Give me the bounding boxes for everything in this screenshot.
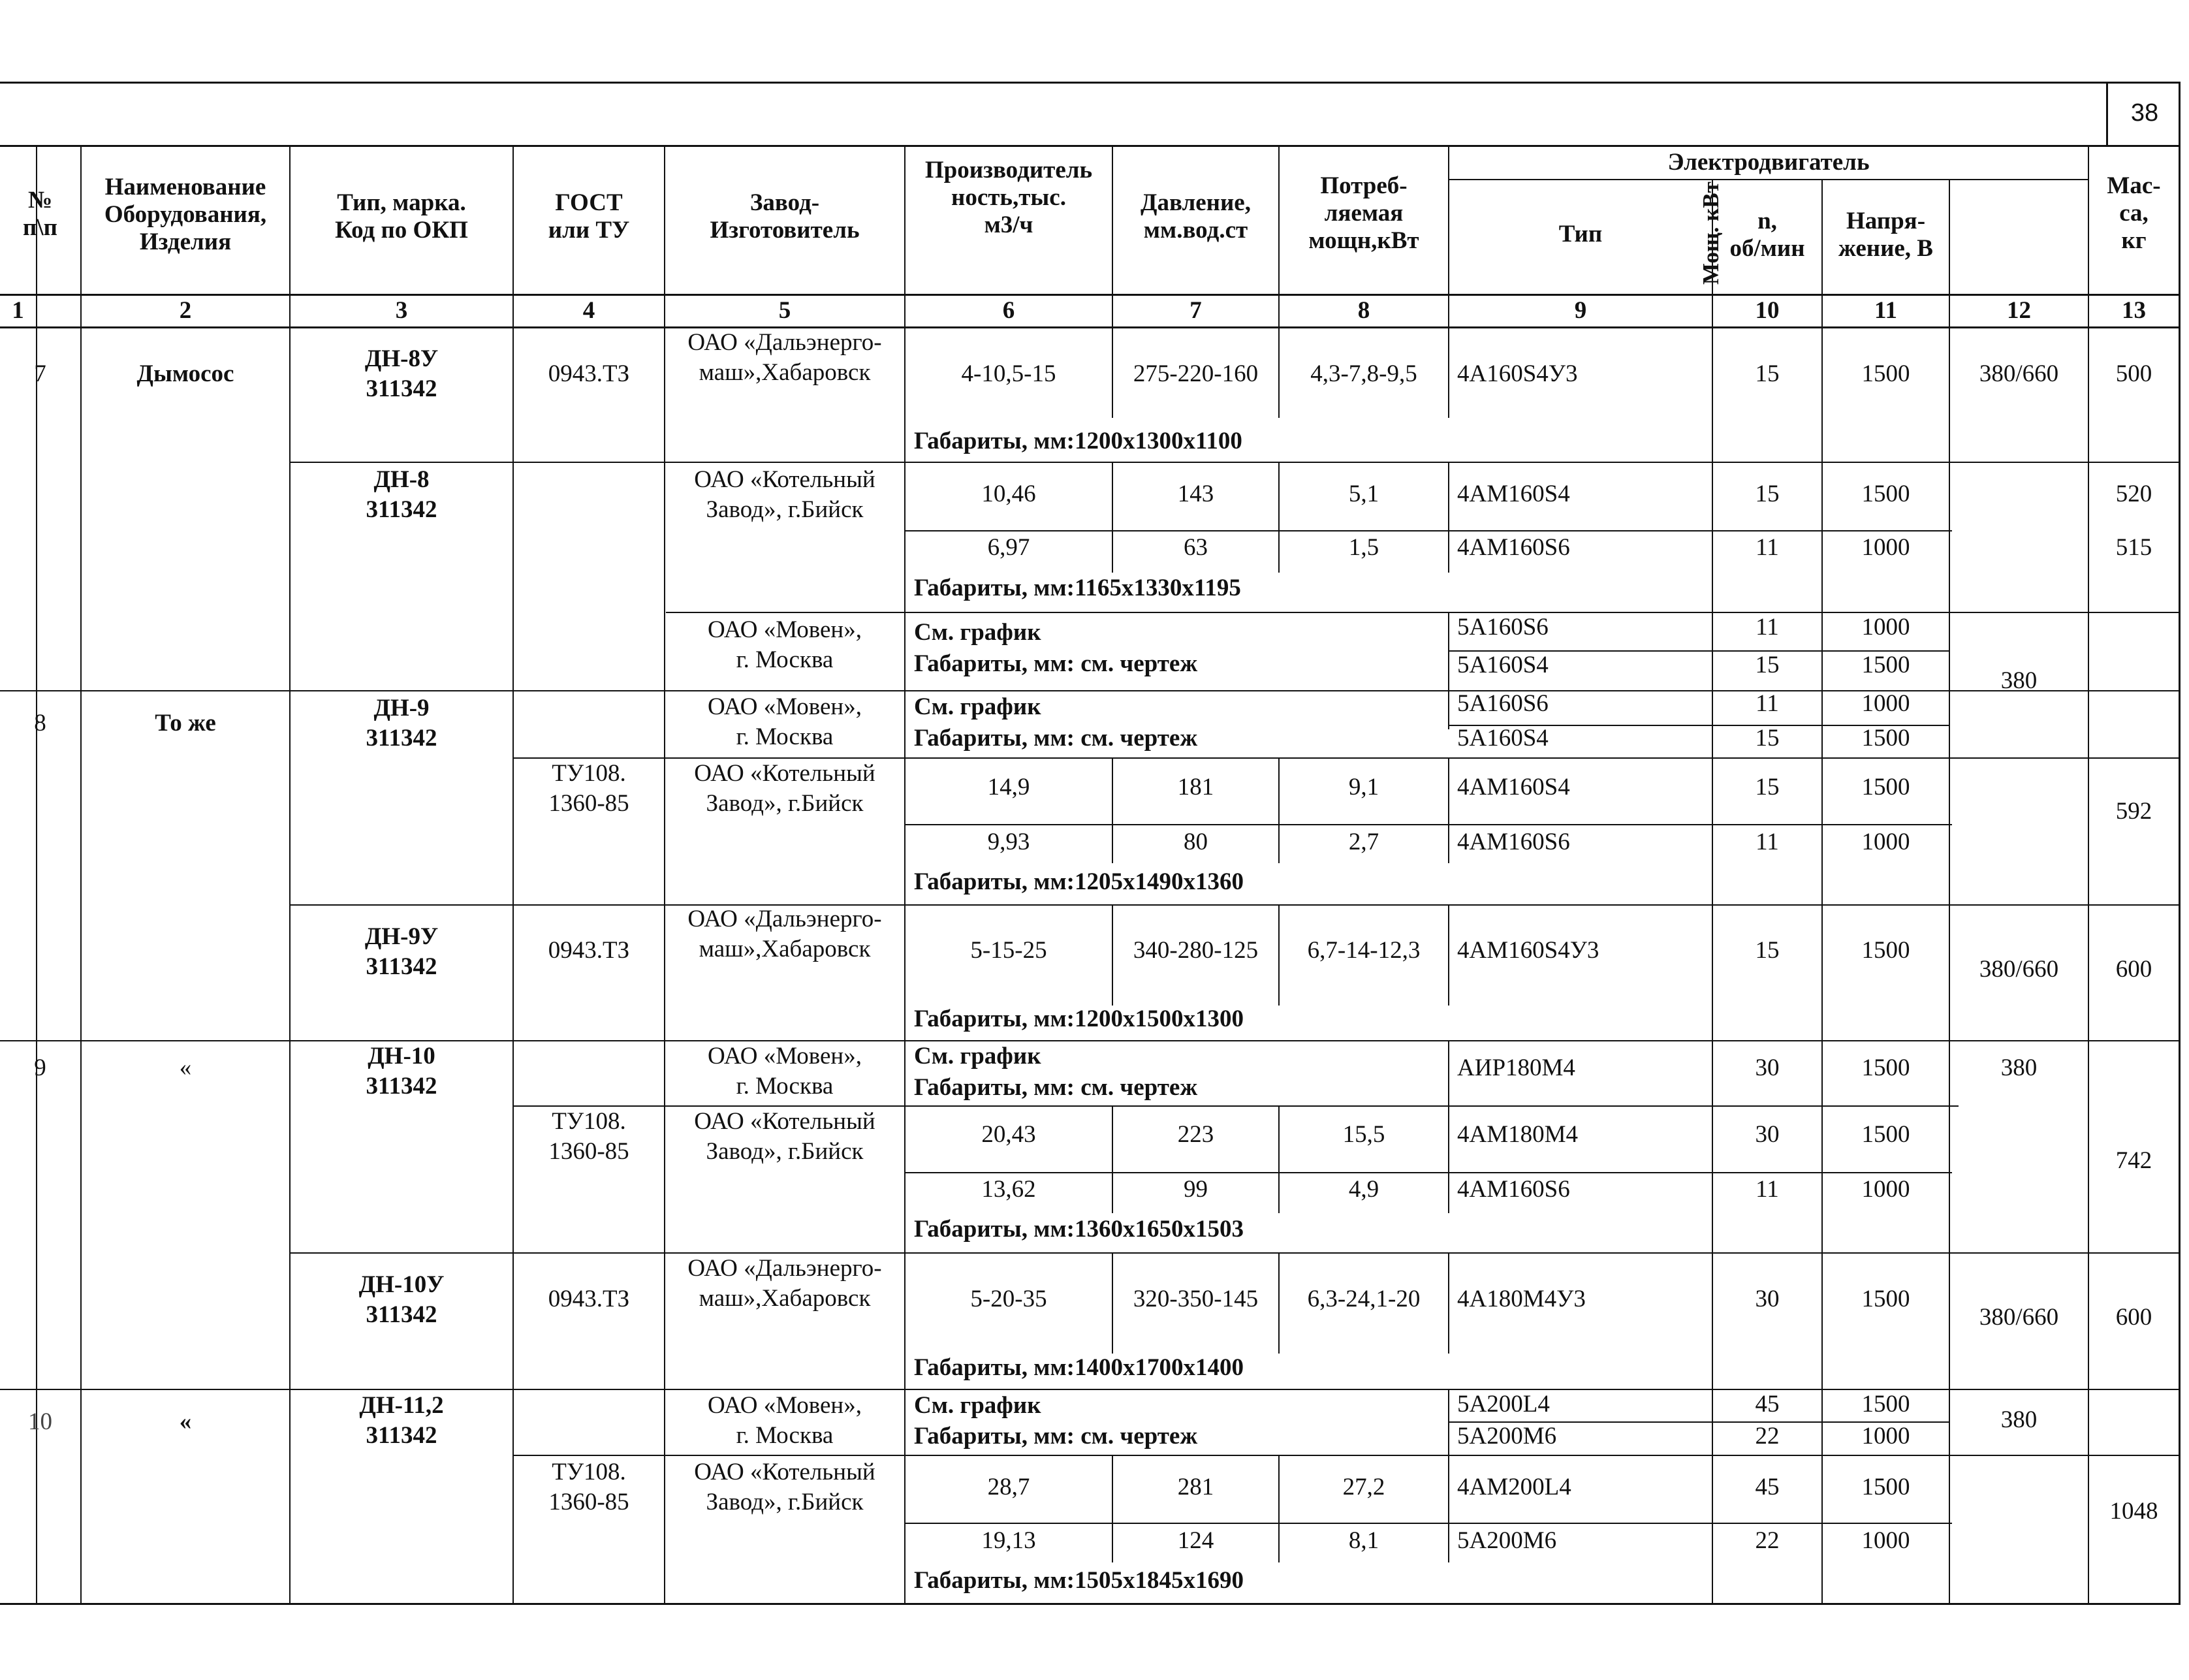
mass: 600 xyxy=(2115,956,2152,983)
header-c12-l2: жение, В xyxy=(1838,235,1933,262)
colnum: 4 xyxy=(582,297,595,324)
motor-power: 15 xyxy=(1755,725,1780,752)
manufacturer-line: ОАО «Мовен», xyxy=(708,693,862,720)
colnum: 10 xyxy=(1755,297,1780,324)
colnum: 1 xyxy=(12,297,24,324)
motor-power: 11 xyxy=(1756,829,1779,855)
gost xyxy=(514,1457,664,1517)
pressure: 223 xyxy=(1177,1121,1214,1148)
motor-type: 4АМ180М4 xyxy=(1457,1121,1579,1148)
motor-power: 22 xyxy=(1755,1527,1780,1554)
voltage: 380/660 xyxy=(1979,360,2059,387)
equipment-name: Дымосос xyxy=(136,360,234,387)
motor-rpm: 1000 xyxy=(1861,690,1910,717)
equipment-name: « xyxy=(179,1408,192,1435)
header-c1 xyxy=(0,187,80,242)
motor-power: 30 xyxy=(1755,1054,1780,1081)
power-consumed: 4,9 xyxy=(1348,1176,1379,1203)
pressure: 80 xyxy=(1184,829,1208,855)
manufacturer xyxy=(665,1391,904,1451)
power-consumed: 2,7 xyxy=(1348,829,1379,855)
header-c7-l2: мм.вод.ст xyxy=(1143,217,1248,244)
motor-type: 5А200М6 xyxy=(1457,1423,1557,1450)
manufacturer-line: г. Москва xyxy=(736,646,834,673)
type-line: ДН-8У xyxy=(364,345,439,372)
manufacturer-line: ОАО «Дальэнерго- xyxy=(687,906,882,932)
mass: 520 xyxy=(2115,481,2152,507)
motor-power: 15 xyxy=(1755,774,1780,800)
header-c8-l2: ляемая xyxy=(1324,200,1404,227)
motor-power: 15 xyxy=(1755,937,1780,964)
page-number: 38 xyxy=(2130,99,2159,127)
motor-type: 4АМ160S6 xyxy=(1457,829,1570,855)
motor-power: 22 xyxy=(1755,1423,1780,1450)
motor-rpm: 1500 xyxy=(1861,937,1910,964)
dimensions: Габариты, мм: см. чертеж xyxy=(914,1423,1198,1450)
motor-power: 45 xyxy=(1755,1391,1780,1418)
capacity: 10,46 xyxy=(981,481,1036,507)
gost: 0943.ТЗ xyxy=(548,360,630,387)
power-consumed: 27,2 xyxy=(1342,1474,1385,1500)
header-c3-l2: Код по ОКП xyxy=(335,217,468,244)
motor-power: 15 xyxy=(1755,481,1780,507)
type-line: ДН-8 xyxy=(373,466,430,493)
type-line: 311342 xyxy=(366,725,437,752)
manufacturer xyxy=(665,759,904,819)
dimensions: Габариты, мм:1200х1500х1300 xyxy=(914,1006,1244,1032)
manufacturer-line: ОАО «Котельный xyxy=(694,760,875,787)
header-c9: Тип xyxy=(1558,221,1603,247)
power-consumed: 15,5 xyxy=(1342,1121,1385,1148)
manufacturer-line: Завод», г.Бийск xyxy=(706,1489,864,1515)
header-c4 xyxy=(514,189,664,244)
motor-type: 5А160S6 xyxy=(1457,614,1549,641)
header-c1-l1: № xyxy=(27,187,53,214)
header-c5-l1: Завод- xyxy=(749,189,820,216)
manufacturer-line: ОАО «Мовен», xyxy=(708,1392,862,1419)
power-consumed: 4,3-7,8-9,5 xyxy=(1310,360,1417,387)
capacity: 14,9 xyxy=(987,774,1030,800)
see-chart: См. график xyxy=(914,1043,1041,1070)
header-c13-l2: са, xyxy=(2119,200,2149,227)
motor-type: 4А160S4У3 xyxy=(1457,360,1578,387)
motor-type: АИР180М4 xyxy=(1457,1054,1575,1081)
manufacturer-line: ОАО «Мовен», xyxy=(708,1043,862,1070)
motor-rpm: 1500 xyxy=(1861,1054,1910,1081)
pressure: 181 xyxy=(1177,774,1214,800)
dimensions: Габариты, мм: см. чертеж xyxy=(914,1074,1198,1101)
motor-rpm: 1500 xyxy=(1861,1474,1910,1500)
pressure: 63 xyxy=(1184,534,1208,561)
header-c13-l1: Мас- xyxy=(2107,172,2161,199)
motor-type: 4А180М4У3 xyxy=(1457,1286,1586,1312)
pressure: 143 xyxy=(1177,481,1214,507)
manufacturer-line: Завод», г.Бийск xyxy=(706,496,864,523)
capacity: 20,43 xyxy=(981,1121,1036,1148)
motor-rpm: 1500 xyxy=(1861,1286,1910,1312)
colnum: 9 xyxy=(1574,297,1587,324)
dimensions: Габариты, мм:1205х1490х1360 xyxy=(914,868,1244,895)
motor-type: 5А200L4 xyxy=(1457,1391,1550,1418)
motor-rpm: 1000 xyxy=(1861,1527,1910,1554)
manufacturer-line: ОАО «Мовен», xyxy=(708,616,862,643)
motor-power: 11 xyxy=(1756,614,1779,641)
motor-type: 4АМ160S4 xyxy=(1457,774,1570,800)
dimensions: Габариты, мм: см. чертеж xyxy=(914,725,1198,752)
type-code xyxy=(291,1270,512,1330)
motor-rpm: 1500 xyxy=(1861,1391,1910,1418)
header-c3-l1: Тип, марка. xyxy=(337,189,466,216)
manufacturer xyxy=(665,904,904,964)
motor-power: 30 xyxy=(1755,1121,1780,1148)
voltage: 380/660 xyxy=(1979,1304,2059,1331)
type-code xyxy=(291,1391,512,1451)
colnum: 12 xyxy=(2007,297,2031,324)
capacity: 28,7 xyxy=(987,1474,1030,1500)
colnum: 6 xyxy=(1002,297,1015,324)
motor-power: 45 xyxy=(1755,1474,1780,1500)
motor-rpm: 1500 xyxy=(1861,1121,1910,1148)
header-c13 xyxy=(2089,172,2179,255)
manufacturer xyxy=(665,615,904,675)
power-consumed: 9,1 xyxy=(1348,774,1379,800)
header-c12 xyxy=(1823,208,1949,262)
manufacturer xyxy=(665,465,904,525)
motor-rpm: 1500 xyxy=(1861,481,1910,507)
header-c2 xyxy=(82,174,289,256)
capacity: 6,97 xyxy=(987,534,1030,561)
header-c4-l2: или ТУ xyxy=(548,217,630,244)
type-line: ДН-9У xyxy=(364,923,439,950)
type-line: 311342 xyxy=(366,496,437,523)
header-c7 xyxy=(1113,189,1278,244)
pressure: 340-280-125 xyxy=(1133,937,1259,964)
power-consumed: 8,1 xyxy=(1348,1527,1379,1554)
pressure: 281 xyxy=(1177,1474,1214,1500)
header-c10: Мощ. кВт xyxy=(1698,182,1724,285)
header-c6-l1: Производитель xyxy=(924,157,1093,183)
pressure: 124 xyxy=(1177,1527,1214,1554)
type-code xyxy=(291,693,512,753)
colnum: 5 xyxy=(778,297,791,324)
mass: 742 xyxy=(2115,1147,2152,1174)
type-line: 311342 xyxy=(366,1422,437,1449)
manufacturer xyxy=(665,328,904,388)
manufacturer-line: Завод», г.Бийск xyxy=(706,790,864,817)
voltage: 380 xyxy=(2000,1406,2038,1433)
manufacturer-line: маш»,Хабаровск xyxy=(699,1285,871,1312)
gost-line: ТУ108. xyxy=(552,1108,626,1135)
motor-type: 4АМ160S4 xyxy=(1457,481,1570,507)
mass: 500 xyxy=(2115,360,2152,387)
colnum: 3 xyxy=(395,297,408,324)
type-line: 311342 xyxy=(366,953,437,980)
motor-type: 4АМ200L4 xyxy=(1457,1474,1571,1500)
header-c11-l2: об/мин xyxy=(1729,235,1805,262)
voltage: 380 xyxy=(2000,667,2038,694)
header-c8-l3: мощн,кВт xyxy=(1308,227,1419,254)
header-c12-l1: Напря- xyxy=(1846,208,1926,234)
colnum: 7 xyxy=(1189,297,1202,324)
mass: 1048 xyxy=(2109,1498,2158,1525)
motor-rpm: 1000 xyxy=(1861,1423,1910,1450)
voltage: 380/660 xyxy=(1979,956,2059,983)
header-c11-l1: n, xyxy=(1757,208,1777,234)
gost xyxy=(514,759,664,819)
voltage: 380 xyxy=(2000,1054,2038,1081)
motor-rpm: 1500 xyxy=(1861,725,1910,752)
manufacturer-line: ОАО «Дальэнерго- xyxy=(687,329,882,356)
motor-rpm: 1500 xyxy=(1861,360,1910,387)
manufacturer xyxy=(665,692,904,752)
see-chart: См. график xyxy=(914,619,1041,646)
row-number: 10 xyxy=(28,1408,52,1435)
see-chart: См. график xyxy=(914,1392,1041,1419)
capacity: 9,93 xyxy=(987,829,1030,855)
capacity: 5-15-25 xyxy=(970,937,1047,964)
colnum: 8 xyxy=(1357,297,1370,324)
dimensions: Габариты, мм:1200х1300х1100 xyxy=(914,428,1242,454)
motor-rpm: 1500 xyxy=(1861,652,1910,678)
type-line: 311342 xyxy=(366,375,437,402)
gost-line: 1360-85 xyxy=(548,790,629,817)
motor-power: 11 xyxy=(1756,534,1779,561)
header-c13-l3: кг xyxy=(2121,227,2147,254)
equipment-name: То же xyxy=(155,710,216,737)
header-c2-l2: Оборудования, xyxy=(104,201,267,228)
header-c6-l3: м3/ч xyxy=(984,212,1033,238)
type-line: ДН-11,2 xyxy=(359,1392,444,1419)
motor-power: 30 xyxy=(1755,1286,1780,1312)
type-line: ДН-10 xyxy=(368,1043,435,1070)
type-code xyxy=(291,465,512,525)
pressure: 275-220-160 xyxy=(1133,360,1259,387)
type-code xyxy=(291,1041,512,1102)
manufacturer-line: г. Москва xyxy=(736,723,834,750)
row-number: 8 xyxy=(34,710,46,737)
type-line: 311342 xyxy=(366,1073,437,1100)
power-consumed: 6,7-14-12,3 xyxy=(1307,937,1421,964)
header-c7-l1: Давление, xyxy=(1141,189,1251,216)
manufacturer-line: ОАО «Дальэнерго- xyxy=(687,1255,882,1282)
header-c8 xyxy=(1280,172,1448,255)
motor-rpm: 1000 xyxy=(1861,614,1910,641)
header-motor: Электродвигатель xyxy=(1667,149,1870,176)
row-number: 9 xyxy=(34,1054,46,1081)
motor-type: 5А200М6 xyxy=(1457,1527,1557,1554)
capacity: 13,62 xyxy=(981,1176,1036,1203)
dimensions: Габариты, мм:1505х1845х1690 xyxy=(914,1567,1244,1594)
type-line: ДН-9 xyxy=(373,695,430,721)
pressure: 320-350-145 xyxy=(1133,1286,1259,1312)
gost-line: 1360-85 xyxy=(548,1489,629,1515)
motor-rpm: 1000 xyxy=(1861,1176,1910,1203)
manufacturer-line: Завод», г.Бийск xyxy=(706,1138,864,1165)
dimensions: Габариты, мм:1360х1650х1503 xyxy=(914,1216,1244,1243)
type-code xyxy=(291,344,512,404)
header-c3 xyxy=(291,189,512,244)
header-c6 xyxy=(906,157,1112,239)
motor-rpm: 1000 xyxy=(1861,534,1910,561)
gost-line: ТУ108. xyxy=(552,1459,626,1485)
manufacturer-line: ОАО «Котельный xyxy=(694,1459,875,1485)
motor-type: 4АМ160S6 xyxy=(1457,1176,1570,1203)
manufacturer xyxy=(665,1254,904,1314)
header-c2-l1: Наименование xyxy=(104,174,266,200)
dimensions: Габариты, мм:1165х1330х1195 xyxy=(914,575,1241,601)
power-consumed: 6,3-24,1-20 xyxy=(1307,1286,1421,1312)
header-c5-l2: Изготовитель xyxy=(710,217,860,244)
manufacturer xyxy=(665,1041,904,1102)
motor-power: 15 xyxy=(1755,652,1780,678)
manufacturer-line: г. Москва xyxy=(736,1073,834,1100)
motor-type: 4АМ160S6 xyxy=(1457,534,1570,561)
row-number: 7 xyxy=(34,360,46,387)
motor-power: 11 xyxy=(1756,690,1779,717)
type-line: ДН-10У xyxy=(358,1271,445,1298)
header-c6-l2: ность,тыс. xyxy=(951,184,1066,211)
header-c1-l2: п\п xyxy=(23,214,57,241)
gost: 0943.ТЗ xyxy=(548,1286,630,1312)
capacity: 4-10,5-15 xyxy=(961,360,1056,387)
motor-type: 5А160S6 xyxy=(1457,690,1549,717)
motor-power: 11 xyxy=(1756,1176,1779,1203)
manufacturer-line: маш»,Хабаровск xyxy=(699,936,871,962)
header-c2-l3: Изделия xyxy=(139,229,232,255)
motor-type: 5А160S4 xyxy=(1457,652,1549,678)
see-chart: См. график xyxy=(914,693,1041,720)
motor-rpm: 1500 xyxy=(1861,774,1910,800)
type-line: 311342 xyxy=(366,1301,437,1328)
header-c11 xyxy=(1713,208,1821,262)
mass: 515 xyxy=(2115,534,2152,561)
gost-line: ТУ108. xyxy=(552,760,626,787)
power-consumed: 5,1 xyxy=(1348,481,1379,507)
colnum: 11 xyxy=(1874,297,1897,324)
header-c4-l1: ГОСТ xyxy=(555,189,623,216)
manufacturer-line: ОАО «Котельный xyxy=(694,1108,875,1135)
manufacturer-line: г. Москва xyxy=(736,1422,834,1449)
manufacturer-line: ОАО «Котельный xyxy=(694,466,875,493)
gost xyxy=(514,1107,664,1167)
colnum: 13 xyxy=(2122,297,2146,324)
mass: 592 xyxy=(2115,798,2152,825)
gost-line: 1360-85 xyxy=(548,1138,629,1165)
motor-type: 5А160S4 xyxy=(1457,725,1549,752)
colnum: 2 xyxy=(179,297,192,324)
capacity: 5-20-35 xyxy=(970,1286,1047,1312)
header-c5 xyxy=(665,189,904,244)
mass: 600 xyxy=(2115,1304,2152,1331)
type-code xyxy=(291,922,512,982)
motor-type: 4АМ160S4У3 xyxy=(1457,937,1599,964)
equipment-name: « xyxy=(179,1054,192,1081)
dimensions: Габариты, мм:1400х1700х1400 xyxy=(914,1354,1244,1381)
motor-rpm: 1000 xyxy=(1861,829,1910,855)
manufacturer-line: маш»,Хабаровск xyxy=(699,359,871,386)
power-consumed: 1,5 xyxy=(1348,534,1379,561)
dimensions: Габариты, мм: см. чертеж xyxy=(914,650,1198,677)
header-c8-l1: Потреб- xyxy=(1320,172,1408,199)
capacity: 19,13 xyxy=(981,1527,1036,1554)
gost: 0943.ТЗ xyxy=(548,937,630,964)
motor-power: 15 xyxy=(1755,360,1780,387)
pressure: 99 xyxy=(1184,1176,1208,1203)
manufacturer xyxy=(665,1457,904,1517)
manufacturer xyxy=(665,1107,904,1167)
